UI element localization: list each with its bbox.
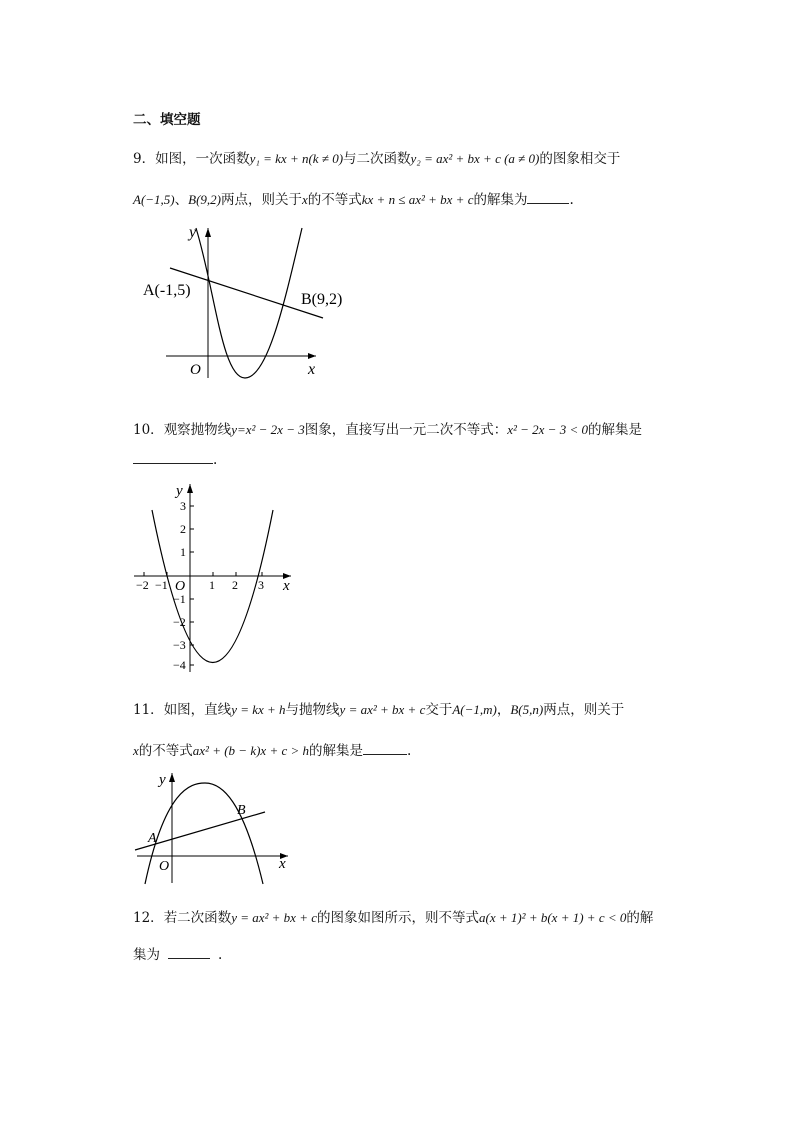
q10-parabola: y=x² − 2x − 3 (231, 422, 305, 437)
q11-variable: x (133, 743, 139, 758)
q10-x-axis-label: x (283, 578, 290, 594)
q11-figure (130, 770, 295, 885)
q10-y-axis-label: y (176, 483, 183, 499)
q9-quadratic-function: y₂ = ax² + bx + c (a ≠ 0) (410, 151, 540, 166)
q12-line-2 (133, 943, 222, 963)
q10-period: . (213, 452, 218, 468)
q11-text: 的不等式 (138, 743, 193, 759)
q9-inequality: kx + n ≤ ax² + bx + c (361, 192, 474, 207)
q9-point-a-label: A(-1,5) (143, 282, 191, 299)
q12-text: 的图象如图所示，则不等式 (316, 910, 479, 926)
q12-text: 集为 (133, 947, 160, 963)
q10-answer-blank[interactable] (133, 451, 213, 464)
q10-x-tick-label: −1 (155, 578, 168, 592)
q11-answer-blank[interactable] (363, 742, 407, 755)
q11-line-1 (133, 698, 624, 718)
section-title: 二、填空题 (133, 112, 201, 128)
q10-y-tick-label: −2 (173, 615, 186, 629)
q9-origin-label: O (190, 362, 201, 378)
q11-line-function: y = kx + h (231, 702, 286, 717)
q11-point-a-label: A (148, 831, 157, 846)
q9-text: 两点，则关于 (220, 192, 302, 208)
q9-answer-blank[interactable] (527, 191, 569, 204)
q11-point-a: A(−1,m) (452, 702, 497, 717)
q9-period: . (569, 192, 574, 208)
q11-point-b-label: B (237, 803, 246, 818)
q9-point-b: B(9,2) (188, 192, 221, 207)
q10-y-tick-label: −3 (173, 638, 186, 652)
q11-text: 如图，直线 (163, 702, 232, 718)
q9-figure (140, 220, 350, 385)
q11-point-b: B(5,n) (510, 702, 544, 717)
q10-text: 观察抛物线 (163, 422, 232, 438)
q9-text: 的不等式 (307, 192, 362, 208)
q10-line-1 (133, 418, 642, 438)
q10-y-tick-label: 2 (180, 522, 186, 536)
q10-text: 的解集是 (587, 422, 642, 438)
q11-parabola: y = ax² + bx + c (339, 702, 426, 717)
q11-text: 与抛物线 (285, 702, 340, 718)
q11-text: 的解集是 (309, 743, 364, 759)
q9-text: 如图，一次函数 (155, 151, 250, 167)
q11-line-2 (133, 739, 411, 759)
q9-line-2 (133, 188, 574, 208)
q10-x-tick-label: 2 (232, 578, 238, 592)
q12-answer-blank[interactable] (168, 946, 210, 959)
q12-period: . (218, 947, 223, 963)
q11-text: 两点，则关于 (543, 702, 625, 718)
q9-text: 与二次函数 (343, 151, 411, 167)
q12-inequality: a(x + 1)² + b(x + 1) + c < 0 (478, 910, 627, 925)
q9-separator: 、 (174, 192, 189, 208)
q10-line-2 (133, 451, 217, 468)
q9-text: 的图象相交于 (539, 151, 621, 167)
q11-number: 11． (133, 702, 164, 718)
q11-x-axis-label: x (279, 856, 286, 872)
q9-point-a: A(−1,5) (133, 192, 175, 207)
q10-figure (130, 478, 300, 678)
q10-y-tick-label: 1 (180, 545, 186, 559)
q11-y-axis-label: y (159, 772, 166, 788)
q11-text: 交于 (425, 702, 453, 718)
q12-text: 若二次函数 (163, 910, 232, 926)
q10-y-tick-label: −1 (173, 592, 186, 606)
q10-x-tick-label: −2 (136, 578, 149, 592)
q12-text: 的解 (626, 910, 654, 926)
q9-text: 的解集为 (473, 192, 528, 208)
q9-point-b-label: B(9,2) (301, 291, 343, 308)
q11-inequality: ax² + (b − k)x + c > h (192, 743, 310, 758)
q11-separator: ， (496, 702, 511, 718)
q9-x-axis-label: x (308, 361, 316, 378)
q10-text: 图象，直接写出一元二次不等式： (304, 422, 508, 438)
q10-x-tick-label: 1 (209, 578, 215, 592)
q10-x-tick-label: 3 (258, 578, 264, 592)
q10-y-tick-label: −4 (173, 658, 186, 672)
q9-line-1 (133, 147, 620, 167)
q9-y-axis-label: y (189, 224, 197, 241)
q9-linear-function: y₁ = kx + n(k ≠ 0) (249, 151, 344, 166)
q12-line-1 (133, 906, 653, 926)
q11-origin-label: O (159, 859, 170, 874)
q9-variable: x (301, 192, 308, 207)
q12-quadratic-function: y = ax² + bx + c (231, 910, 317, 925)
q11-period: . (407, 743, 412, 759)
q10-inequality: x² − 2x − 3 < 0 (507, 422, 588, 437)
q10-y-tick-label: 3 (180, 499, 186, 513)
q10-origin-label: O (175, 579, 186, 594)
q10-number: 10． (133, 422, 164, 438)
q9-number: 9． (133, 151, 156, 167)
q12-number: 12． (133, 910, 164, 926)
